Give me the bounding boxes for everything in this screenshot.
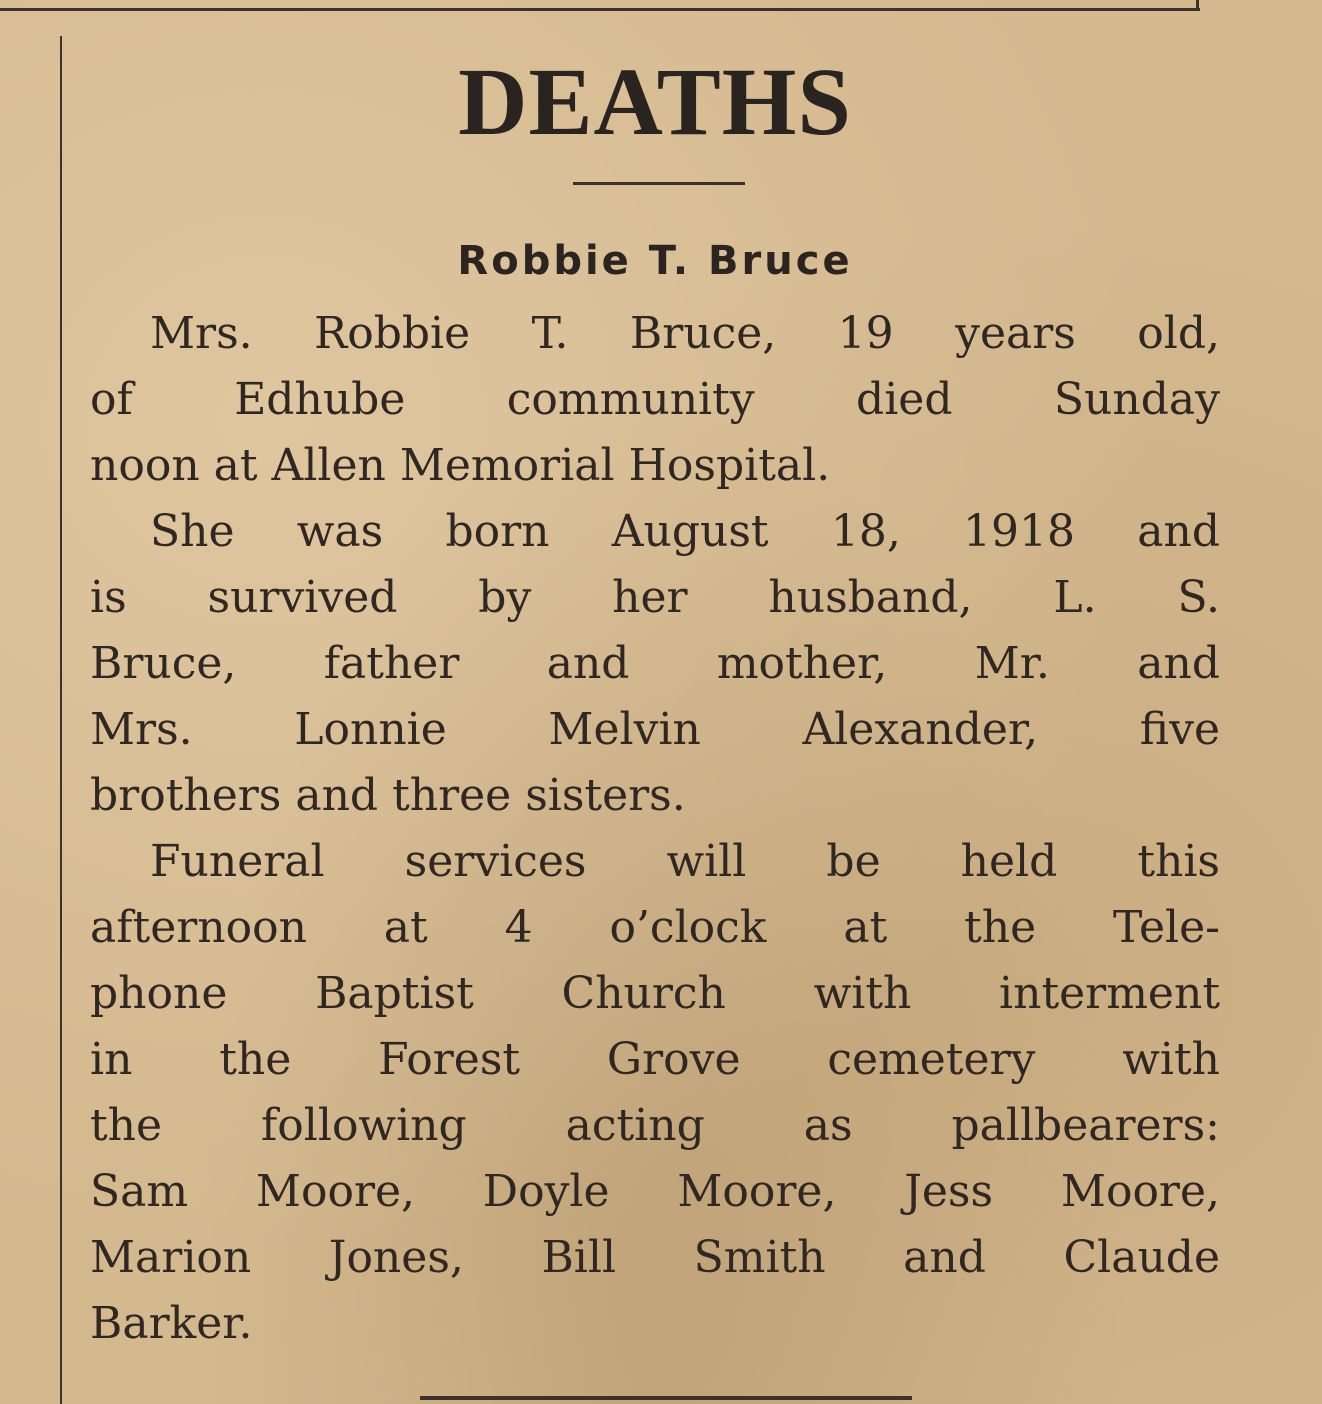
article-line: Bruce, father and mother, Mr. and [90, 638, 1220, 689]
article-line: brothers and three sisters. [90, 770, 686, 821]
article-line: Sam Moore, Doyle Moore, Jess Moore, [90, 1166, 1220, 1217]
article-line: She was born August 18, 1918 and [150, 506, 1220, 557]
article-headline: Robbie T. Bruce [457, 238, 853, 284]
article-line: Funeral services will be held this [150, 836, 1220, 887]
article-line: Mrs. Robbie T. Bruce, 19 years old, [150, 308, 1220, 359]
article-line: is survived by her husband, L. S. [90, 572, 1220, 623]
article-line: Marion Jones, Bill Smith and Claude [90, 1232, 1220, 1283]
left-column-rule [60, 36, 62, 1404]
title-divider [573, 182, 745, 185]
bottom-column-rule [420, 1396, 912, 1400]
article-line: in the Forest Grove cemetery with [90, 1034, 1220, 1085]
section-title: DEATHS [458, 48, 852, 155]
article-line: noon at Allen Memorial Hospital. [90, 440, 831, 491]
news-column [90, 0, 1220, 1404]
article-line: phone Baptist Church with interment [90, 968, 1220, 1019]
article-line: afternoon at 4 o’clock at the Tele- [90, 902, 1220, 953]
article-line: of Edhube community died Sunday [90, 374, 1220, 425]
article-line: Barker. [90, 1298, 253, 1349]
article-line: the following acting as pallbearers: [90, 1100, 1220, 1151]
article-line: Mrs. Lonnie Melvin Alexander, five [90, 704, 1220, 755]
